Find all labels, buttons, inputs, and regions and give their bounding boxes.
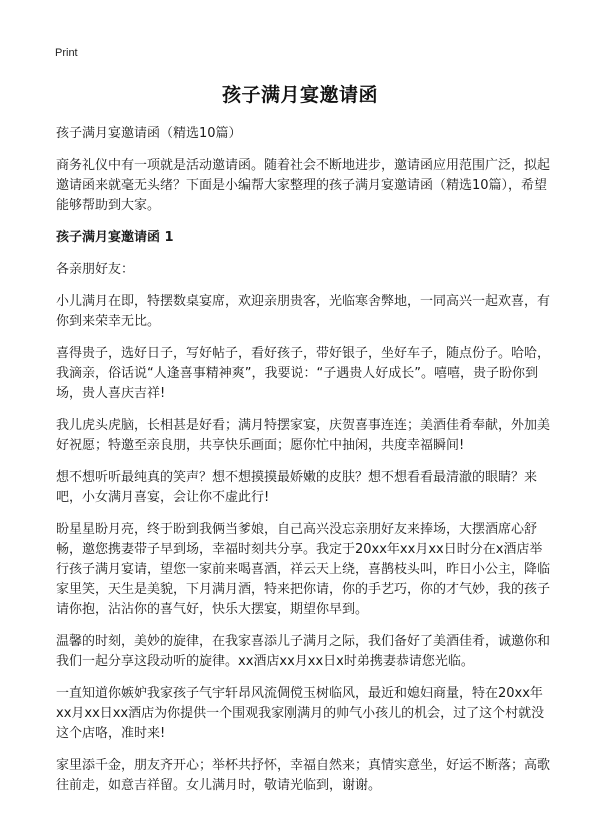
body-paragraph: 喜得贵子，选好日子，写好帖子，看好孩子，带好银子，坐好车子，随点份子。哈哈，我滴亲，俗话说“人逢喜事精神爽”，我要说：“子遇贵人好成长”。嘻嘻，贵子盼你到场，贵人喜庆吉祥!: [56, 346, 551, 401]
print-link[interactable]: Print: [55, 47, 78, 59]
body-paragraph: 各亲朋好友：: [56, 262, 135, 277]
article-body: [56, 124, 554, 808]
body-paragraph: 家里添千金，朋友齐开心；举杯共抒怀，幸福自然来；真情实意坐，好运不断落；高歌往前走，如意吉祥留。女儿满月时，敬请光临到，谢谢。: [56, 758, 551, 793]
body-paragraph: 我儿虎头虎脑，长相甚是好看；满月特摆家宴，庆贺喜事连连；美酒佳肴奉献，外加美好祝愿；特邀至亲良朋，共享快乐画面；愿你忙中抽闲，共度幸福瞬间!: [56, 418, 551, 453]
page-title: 孩子满月宴邀请函: [221, 84, 378, 106]
article-subtitle: 孩子满月宴邀请函（精选10篇）: [56, 126, 242, 141]
section-heading: 孩子满月宴邀请函 1: [56, 230, 174, 245]
body-paragraph: 小儿满月在即，特摆数桌宴席，欢迎亲朋贵客，光临寒舍弊地，一同高兴一起欢喜，有你到来荣幸无比。: [56, 294, 551, 329]
intro-paragraph: 商务礼仪中有一项就是活动邀请函。随着社会不断地进步，邀请函应用范围广泛，拟起邀请函来就毫无头绪？下面是小编帮大家整理的孩子满月宴邀请函（精选10篇），希望能够帮助到大家。: [56, 158, 551, 213]
body-paragraph: 盼星星盼月亮，终于盼到我俩当爹娘，自己高兴没忘亲朋好友来捧场，大摆酒席心舒畅，邀您携妻带子早到场，幸福时刻共分享。我定于20xx年xx月xx日时分在x酒店举行孩子满月宴请，望您一家前来喝喜酒，祥云天上绕，喜鹊枝头叫，昨日小公主，降临家里笑，天生是美貌，下月满月酒，特来把你请，你的手艺巧，你的才气妙，我的孩子请你抱，沾沾你的喜气好，快乐大摆宴，期望你早到。: [56, 522, 551, 617]
body-paragraph: 温馨的时刻，美妙的旋律，在我家喜添儿子满月之际，我们备好了美酒佳肴，诚邀你和我们一起分享这段动听的旋律。xx酒店xx月xx日x时弟携妻恭请您光临。: [56, 634, 551, 669]
body-paragraph: 一直知道你嫉妒我家孩子气宇轩昂风流倜傥玉树临风，最近和媳妇商量，特在20xx年xx月xx日xx酒店为你提供一个围观我家刚满月的帅气小孩儿的机会，过了这个村就没这个店咯，准时来!: [56, 686, 545, 741]
body-paragraph: 想不想听听最纯真的笑声？想不想摸摸最娇嫩的皮肤？想不想看看最清澈的眼睛？来吧，小女满月喜宴，会让你不虚此行!: [56, 470, 538, 505]
